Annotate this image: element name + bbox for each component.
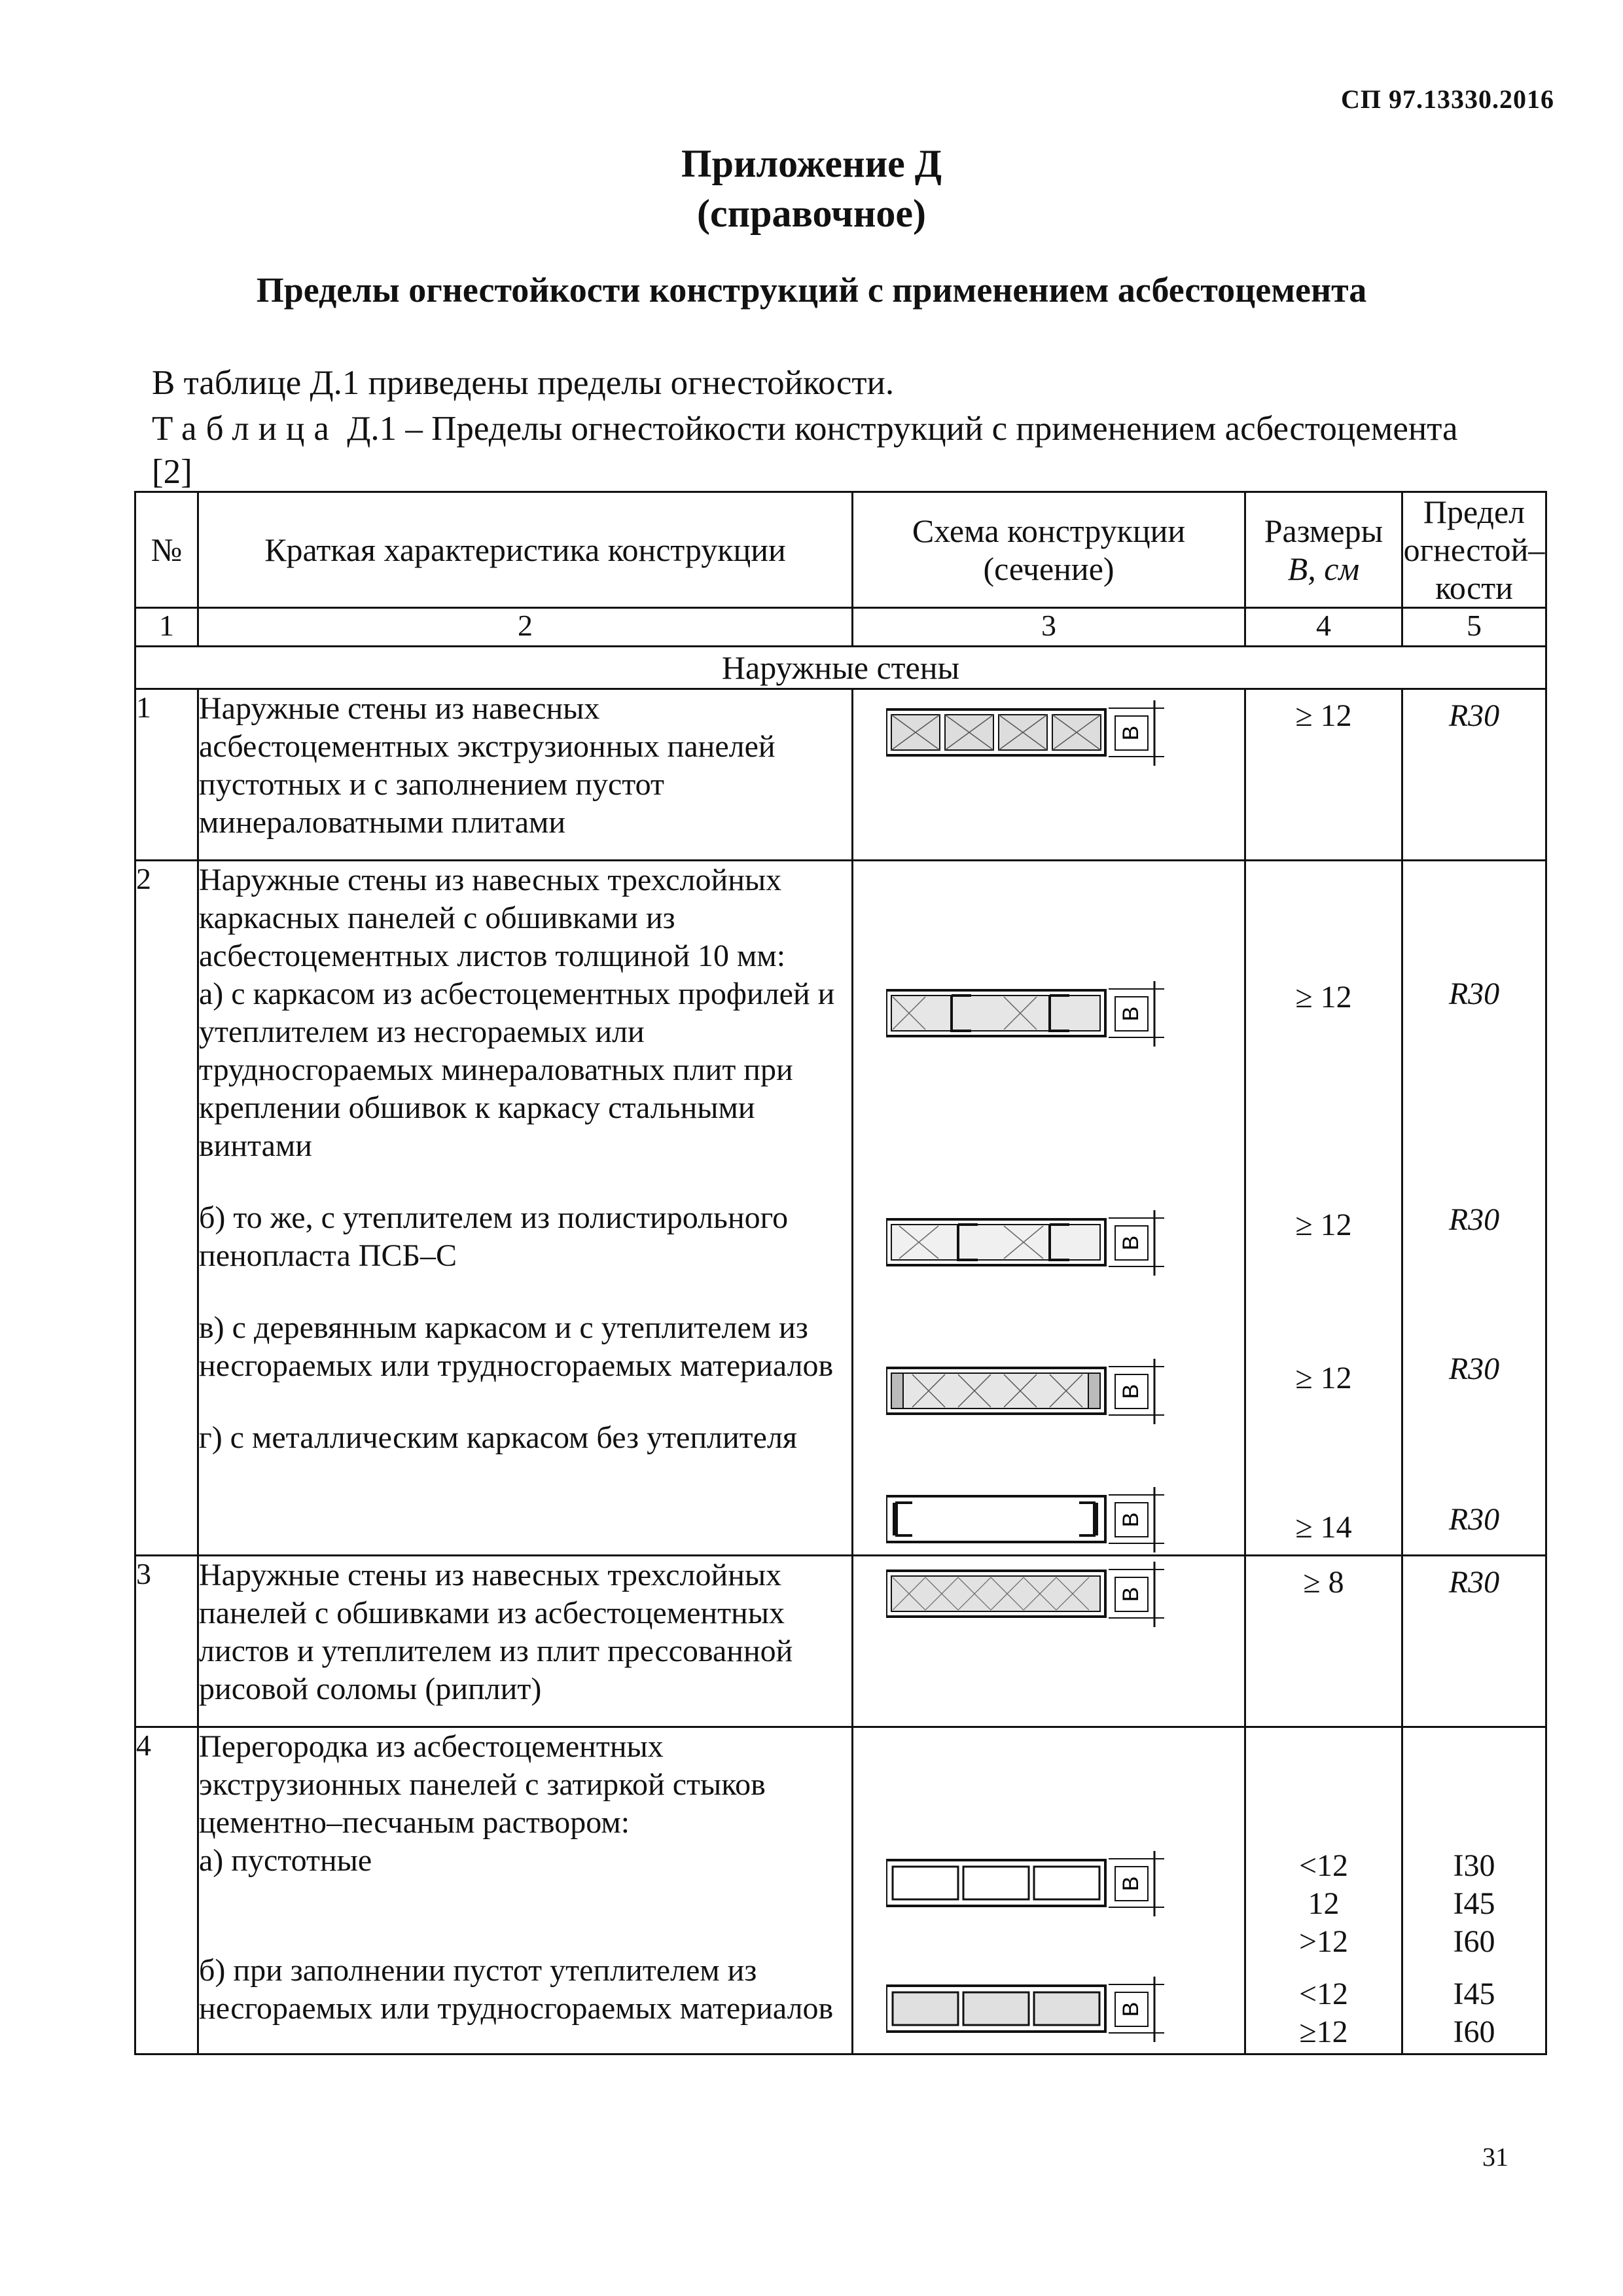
- row-size: ≥ 14: [1295, 1510, 1352, 1545]
- section-scheme-foam-insulated-panel: [886, 1205, 1226, 1283]
- dimension-label-b: B: [1118, 1384, 1143, 1399]
- row-size: ≥ 12: [1295, 1208, 1352, 1242]
- sub-description-d: г) с металлическим каркасом без утеплителя: [199, 1420, 797, 1455]
- dimension-label-b: B: [1118, 1587, 1143, 1602]
- row-limit: I60: [1453, 2015, 1495, 2049]
- section-scheme-hollow-partition: [886, 1846, 1226, 1924]
- row-limit: I30: [1453, 1848, 1495, 1883]
- row-description: Наружные стены из навесных трехслойных каркасных панелей с обшивками из асбестоцементных листов толщиной 10 мм:: [199, 863, 786, 973]
- dimension-label-b: B: [1118, 2001, 1143, 2017]
- row-description: Наружные стены из навесных асбестоцементных экструзионных панелей пустотных и с заполнением пустот минераловатными плитами: [198, 689, 853, 861]
- col-number: 2: [198, 608, 853, 647]
- col-number: 1: [135, 608, 198, 647]
- row-description-group: [198, 1727, 853, 2054]
- scheme-cell: [853, 1556, 1245, 1727]
- row-limit: R30: [1448, 1502, 1500, 1537]
- column-number-row: [135, 608, 1546, 647]
- limit-cell: [1402, 861, 1546, 1556]
- section-title: Пределы огнестойкости конструкций с применением асбестоцемента: [256, 270, 1367, 310]
- row-limit: I45: [1453, 1886, 1495, 1921]
- scheme-cell: [853, 689, 1245, 861]
- page-number: 31: [1482, 2142, 1508, 2172]
- col-header-limit: Предел огнестой– кости: [1402, 492, 1546, 608]
- row-size: <12: [1298, 1977, 1349, 2011]
- dimension-label-b: B: [1118, 1006, 1143, 1022]
- row-limit: I45: [1453, 1977, 1495, 2011]
- row-size: ≥ 12: [1295, 1361, 1352, 1395]
- section-scheme-hollow-filled-panel: [886, 695, 1226, 774]
- row-number: 1: [135, 689, 198, 861]
- row-limit: R30: [1448, 1202, 1500, 1237]
- col-header-desc: Краткая характеристика конструкции: [198, 492, 853, 608]
- caption-ref: [2]: [152, 453, 192, 491]
- sub-description-c: в) с деревянным каркасом и с утеплителем из несгораемых или трудносгораемых материалов: [199, 1310, 834, 1383]
- section-scheme-cement-frame-panel: [886, 976, 1226, 1054]
- table-row: [135, 1727, 1546, 2054]
- row-size: ≥ 12: [1295, 980, 1352, 1014]
- section-scheme-metal-frame-panel: [886, 1482, 1226, 1560]
- header-row: [135, 492, 1546, 608]
- row-size: ≥ 8: [1245, 1556, 1402, 1727]
- section-scheme-straw-insulated-panel: [886, 1556, 1226, 1635]
- col-number: 3: [853, 608, 1245, 647]
- row-size: >12: [1298, 1924, 1349, 1959]
- dimension-label-b: B: [1118, 1876, 1143, 1892]
- caption-text: – Пределы огнестойкости конструкций с применением асбестоцемента: [405, 410, 1458, 448]
- row-number: 2: [135, 861, 198, 1556]
- table-caption: [152, 407, 1559, 493]
- row-size: 12: [1308, 1886, 1340, 1921]
- section-row: [135, 647, 1546, 689]
- row-size: ≥ 12: [1245, 689, 1402, 861]
- row-description: Перегородка из асбестоцементных экструзионных панелей с затиркой стыков цементно–песчаным раствором:: [199, 1729, 766, 1840]
- row-limit: R30: [1402, 1556, 1546, 1727]
- table-row: [135, 861, 1546, 1556]
- row-size: <12: [1298, 1848, 1349, 1883]
- size-cell: [1245, 861, 1402, 1556]
- intro-text: В таблице Д.1 приведены пределы огнестойкости.: [152, 364, 895, 402]
- col-header-size: Размеры B, см: [1245, 492, 1402, 608]
- sub-description-a: а) с каркасом из асбестоцементных профилей и утеплителем из несгораемых или трудносгораемых минераловатных плит при креплении обшивок к каркасу стальными винтами: [199, 977, 835, 1163]
- row-limit: I60: [1453, 1924, 1495, 1959]
- dimension-label-b: B: [1118, 725, 1143, 741]
- col-number: 4: [1245, 608, 1402, 647]
- document-code: СП 97.13330.2016: [1341, 84, 1554, 114]
- section-scheme-wood-frame-panel: [886, 1354, 1226, 1432]
- row-size: ≥12: [1299, 2015, 1348, 2049]
- row-description: Наружные стены из навесных трехслойных панелей с обшивками из асбестоцементных листов и утеплителем из плит прессованной рисовой соломы (риплит): [198, 1556, 853, 1727]
- caption-label: Таблица: [152, 410, 338, 448]
- size-cell: [1245, 1727, 1402, 2054]
- caption-number: Д.1: [347, 410, 397, 448]
- appendix-heading: [0, 139, 1623, 238]
- size-list-a: [1246, 1847, 1401, 1961]
- scheme-cell: [853, 861, 1245, 1556]
- sub-description-b: б) то же, с утеплителем из полистирольного пенопласта ПСБ–С: [199, 1200, 789, 1273]
- sub-description-b: б) при заполнении пустот утеплителем из несгораемых или трудносгораемых материалов: [199, 1953, 834, 2026]
- sub-description-a: а) пустотные: [199, 1843, 372, 1878]
- row-limit: R30: [1448, 977, 1500, 1011]
- col-header-num: №: [135, 492, 198, 608]
- section-label: Наружные стены: [135, 647, 1546, 689]
- limit-list-a: [1403, 1847, 1545, 1961]
- row-limit: R30: [1402, 689, 1546, 861]
- fire-resistance-table: [134, 491, 1547, 2055]
- table-row: [135, 689, 1546, 861]
- limit-cell: [1402, 1727, 1546, 2054]
- row-number: 3: [135, 1556, 198, 1727]
- col-header-scheme: Схема конструкции (сечение): [853, 492, 1245, 608]
- appendix-title: Приложение Д: [681, 142, 942, 185]
- dimension-label-b: B: [1118, 1235, 1143, 1251]
- row-description-group: [198, 861, 853, 1556]
- appendix-subtitle: (справочное): [696, 192, 926, 235]
- col-number: 5: [1402, 608, 1546, 647]
- limit-list-b: [1403, 1975, 1545, 2051]
- table-row: [135, 1556, 1546, 1727]
- size-list-b: [1246, 1975, 1401, 2051]
- row-number: 4: [135, 1727, 198, 2054]
- section-scheme-filled-partition: [886, 1971, 1226, 2050]
- dimension-label-b: B: [1118, 1512, 1143, 1528]
- row-limit: R30: [1448, 1352, 1500, 1386]
- scheme-cell: [853, 1727, 1245, 2054]
